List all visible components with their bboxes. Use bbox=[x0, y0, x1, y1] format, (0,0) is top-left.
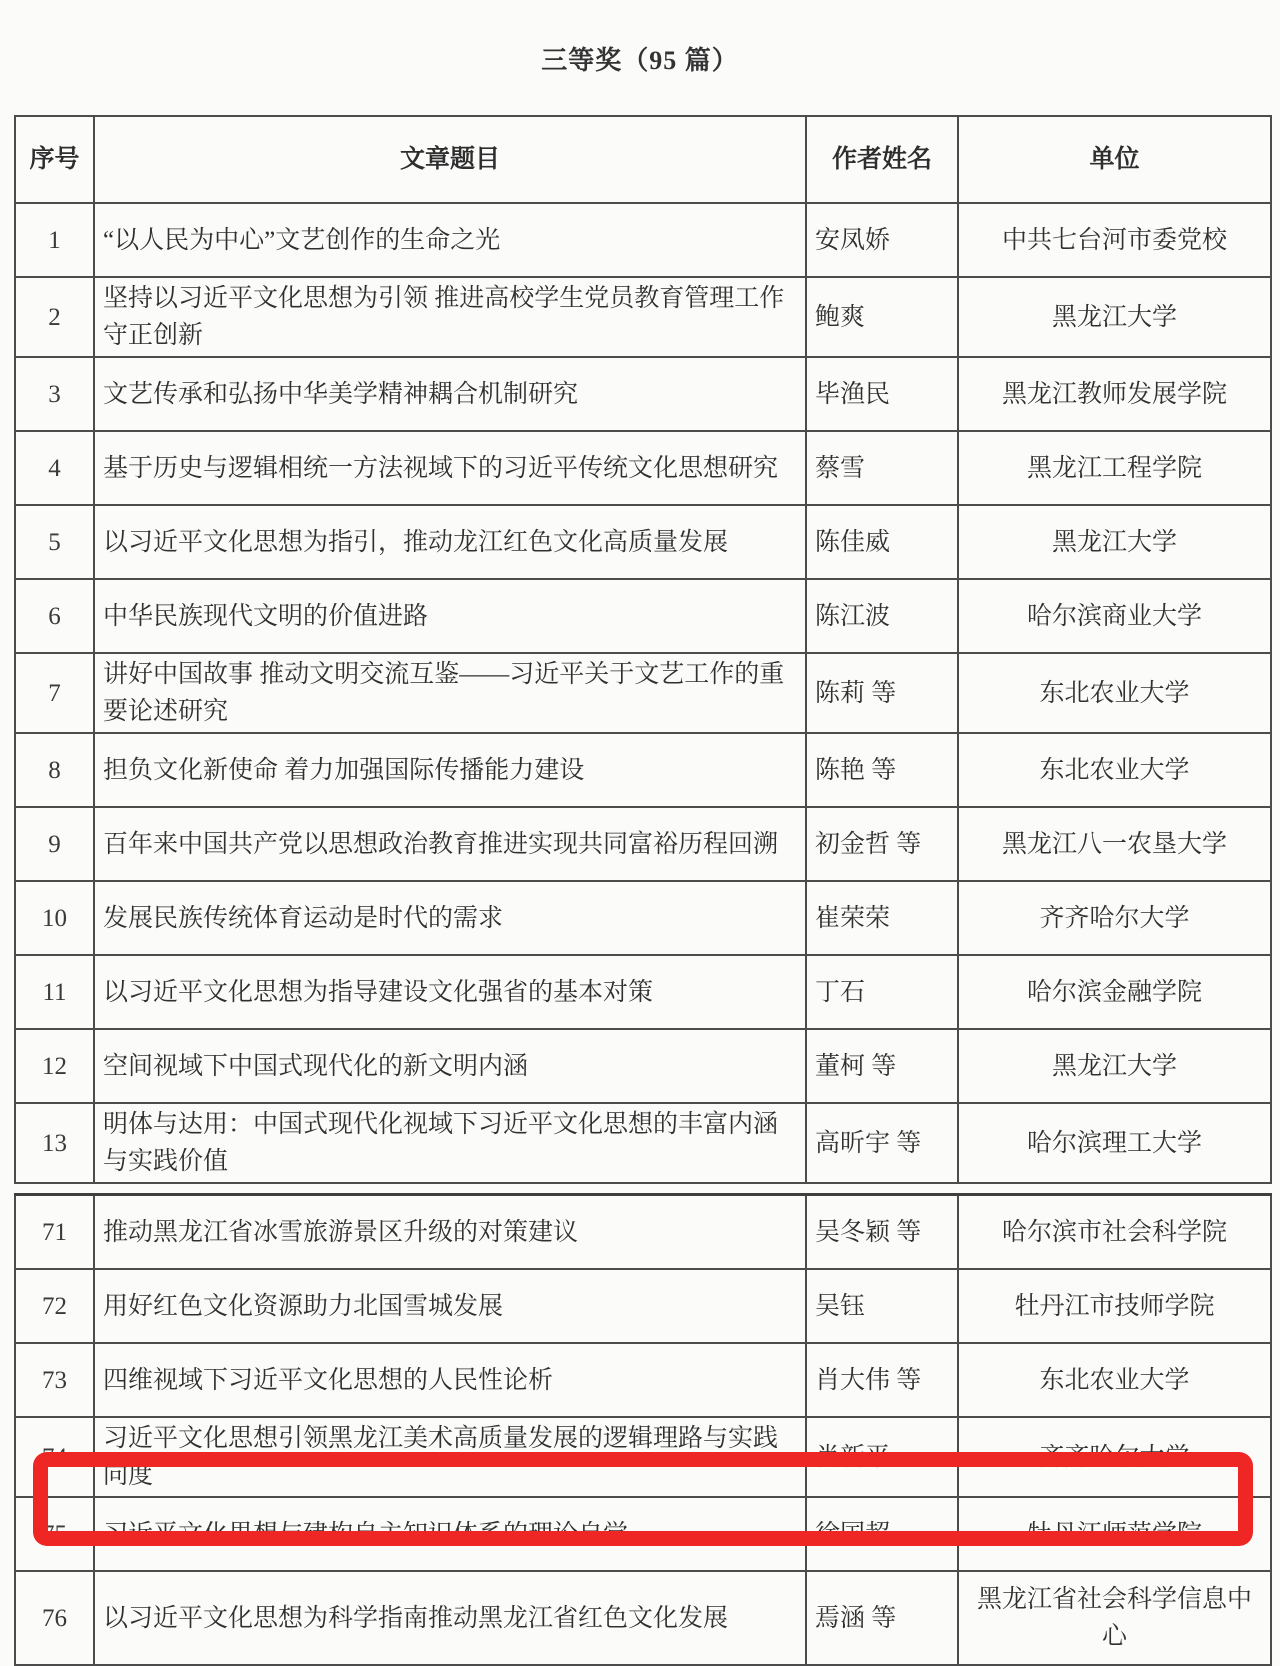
unit-cell: 黑龙江大学 bbox=[958, 1029, 1271, 1103]
awards-table-container bbox=[14, 115, 1270, 1666]
article-title-cell: 推动黑龙江省冰雪旅游景区升级的对策建议 bbox=[94, 1195, 806, 1270]
author-name-cell: 陈艳 等 bbox=[806, 733, 958, 807]
row-number-cell: 74 bbox=[15, 1417, 94, 1497]
unit-cell: 哈尔滨理工大学 bbox=[958, 1103, 1271, 1183]
unit-cell: 黑龙江大学 bbox=[958, 505, 1271, 579]
table-row bbox=[15, 807, 1271, 881]
table-row bbox=[15, 203, 1271, 277]
row-number-cell: 7 bbox=[15, 653, 94, 733]
table-row bbox=[15, 1029, 1271, 1103]
article-title-cell: 以习近平文化思想为指引，推动龙江红色文化高质量发展 bbox=[94, 505, 806, 579]
article-title-cell: 以习近平文化思想为指导建设文化强省的基本对策 bbox=[94, 955, 806, 1029]
row-number-cell: 6 bbox=[15, 579, 94, 653]
author-name-cell: 焉涵 等 bbox=[806, 1571, 958, 1665]
article-title-cell: 习近平文化思想引领黑龙江美术高质量发展的逻辑理路与实践向度 bbox=[94, 1417, 806, 1497]
row-number-cell: 72 bbox=[15, 1269, 94, 1343]
table-row bbox=[15, 881, 1271, 955]
author-name-cell: 丁石 bbox=[806, 955, 958, 1029]
author-name-cell: 毕渔民 bbox=[806, 357, 958, 431]
table-row bbox=[15, 277, 1271, 357]
article-title-cell: 明体与达用：中国式现代化视域下习近平文化思想的丰富内涵与实践价值 bbox=[94, 1103, 806, 1183]
table-row bbox=[15, 955, 1271, 1029]
unit-cell: 哈尔滨市社会科学院 bbox=[958, 1195, 1271, 1270]
row-number-cell: 12 bbox=[15, 1029, 94, 1103]
table-row bbox=[15, 1343, 1271, 1417]
table-row bbox=[15, 1195, 1271, 1270]
row-number-cell: 75 bbox=[15, 1497, 94, 1571]
row-number-cell: 3 bbox=[15, 357, 94, 431]
awards-table-part1 bbox=[14, 115, 1272, 1184]
table-row bbox=[15, 1417, 1271, 1497]
article-title-cell: 四维视域下习近平文化思想的人民性论析 bbox=[94, 1343, 806, 1417]
unit-cell: 哈尔滨金融学院 bbox=[958, 955, 1271, 1029]
author-name-cell: 安凤娇 bbox=[806, 203, 958, 277]
article-title-cell: 文艺传承和弘扬中华美学精神耦合机制研究 bbox=[94, 357, 806, 431]
article-title-cell: 讲好中国故事 推动文明交流互鉴——习近平关于文艺工作的重要论述研究 bbox=[94, 653, 806, 733]
table-row bbox=[15, 431, 1271, 505]
unit-cell: 黑龙江大学 bbox=[958, 277, 1271, 357]
article-title-cell: 空间视域下中国式现代化的新文明内涵 bbox=[94, 1029, 806, 1103]
table-row bbox=[15, 579, 1271, 653]
author-name-cell: 吴钰 bbox=[806, 1269, 958, 1343]
row-number-cell: 73 bbox=[15, 1343, 94, 1417]
article-title-cell: 以习近平文化思想为科学指南推动黑龙江省红色文化发展 bbox=[94, 1571, 806, 1665]
article-title-cell: 用好红色文化资源助力北国雪城发展 bbox=[94, 1269, 806, 1343]
column-header-author: 作者姓名 bbox=[806, 116, 958, 203]
unit-cell: 中共七台河市委党校 bbox=[958, 203, 1271, 277]
row-number-cell: 11 bbox=[15, 955, 94, 1029]
table-row bbox=[15, 1269, 1271, 1343]
author-name-cell: 董柯 等 bbox=[806, 1029, 958, 1103]
table-row bbox=[15, 505, 1271, 579]
table-row bbox=[15, 653, 1271, 733]
row-number-cell: 76 bbox=[15, 1571, 94, 1665]
author-name-cell: 肖新平 bbox=[806, 1417, 958, 1497]
awards-table-part2 bbox=[14, 1193, 1272, 1666]
table-row bbox=[15, 1571, 1271, 1665]
table-row bbox=[15, 1103, 1271, 1183]
row-number-cell: 9 bbox=[15, 807, 94, 881]
row-number-cell: 10 bbox=[15, 881, 94, 955]
unit-cell: 齐齐哈尔大学 bbox=[958, 1417, 1271, 1497]
row-number-cell: 5 bbox=[15, 505, 94, 579]
article-title-cell: 习近平文化思想与建构自主知识体系的理论自觉 bbox=[94, 1497, 806, 1571]
author-name-cell: 吴冬颖 等 bbox=[806, 1195, 958, 1270]
author-name-cell: 徐国超 bbox=[806, 1497, 958, 1571]
row-number-cell: 8 bbox=[15, 733, 94, 807]
page-title: 三等奖（95 篇） bbox=[541, 46, 739, 75]
author-name-cell: 陈佳威 bbox=[806, 505, 958, 579]
article-title-cell: 百年来中国共产党以思想政治教育推进实现共同富裕历程回溯 bbox=[94, 807, 806, 881]
article-title-cell: 基于历史与逻辑相统一方法视域下的习近平传统文化思想研究 bbox=[94, 431, 806, 505]
unit-cell: 东北农业大学 bbox=[958, 733, 1271, 807]
column-header-unit: 单位 bbox=[958, 116, 1271, 203]
article-title-cell: 担负文化新使命 着力加强国际传播能力建设 bbox=[94, 733, 806, 807]
column-header-no: 序号 bbox=[15, 116, 94, 203]
unit-cell: 东北农业大学 bbox=[958, 653, 1271, 733]
table-row-highlighted bbox=[15, 1497, 1271, 1571]
unit-cell: 齐齐哈尔大学 bbox=[958, 881, 1271, 955]
article-title-cell: “以人民为中心”文艺创作的生命之光 bbox=[94, 203, 806, 277]
author-name-cell: 高昕宇 等 bbox=[806, 1103, 958, 1183]
article-title-cell: 坚持以习近平文化思想为引领 推进高校学生党员教育管理工作守正创新 bbox=[94, 277, 806, 357]
unit-cell: 哈尔滨商业大学 bbox=[958, 579, 1271, 653]
row-number-cell: 1 bbox=[15, 203, 94, 277]
row-number-cell: 71 bbox=[15, 1195, 94, 1270]
author-name-cell: 肖大伟 等 bbox=[806, 1343, 958, 1417]
author-name-cell: 鲍爽 bbox=[806, 277, 958, 357]
unit-cell: 黑龙江八一农垦大学 bbox=[958, 807, 1271, 881]
unit-cell: 东北农业大学 bbox=[958, 1343, 1271, 1417]
row-number-cell: 4 bbox=[15, 431, 94, 505]
unit-cell: 黑龙江省社会科学信息中心 bbox=[958, 1571, 1271, 1665]
author-name-cell: 陈莉 等 bbox=[806, 653, 958, 733]
article-title-cell: 发展民族传统体育运动是时代的需求 bbox=[94, 881, 806, 955]
table-row bbox=[15, 357, 1271, 431]
row-number-cell: 13 bbox=[15, 1103, 94, 1183]
author-name-cell: 崔荣荣 bbox=[806, 881, 958, 955]
unit-cell: 黑龙江工程学院 bbox=[958, 431, 1271, 505]
unit-cell: 牡丹江师范学院 bbox=[958, 1497, 1271, 1571]
article-title-cell: 中华民族现代文明的价值进路 bbox=[94, 579, 806, 653]
row-number-cell: 2 bbox=[15, 277, 94, 357]
author-name-cell: 陈江波 bbox=[806, 579, 958, 653]
table-row bbox=[15, 733, 1271, 807]
table-header-row bbox=[15, 116, 1271, 203]
column-header-article: 文章题目 bbox=[94, 116, 806, 203]
author-name-cell: 初金哲 等 bbox=[806, 807, 958, 881]
author-name-cell: 蔡雪 bbox=[806, 431, 958, 505]
unit-cell: 黑龙江教师发展学院 bbox=[958, 357, 1271, 431]
unit-cell: 牡丹江市技师学院 bbox=[958, 1269, 1271, 1343]
